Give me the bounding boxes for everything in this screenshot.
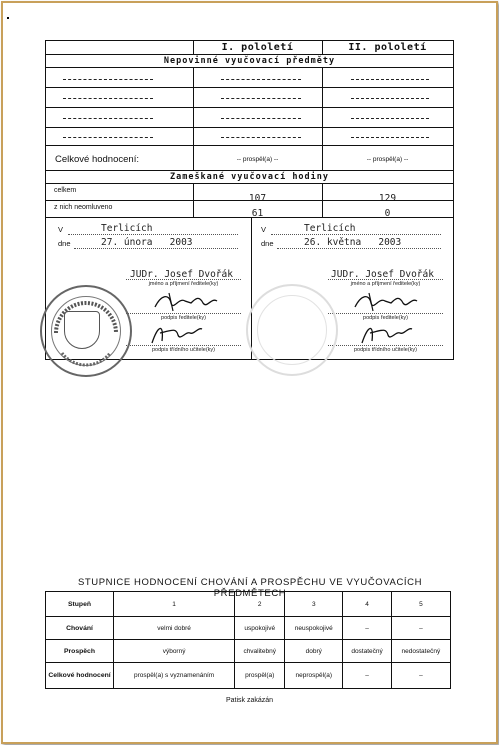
row-label-performance: Prospěch — [46, 640, 114, 663]
director-signature-right — [351, 289, 421, 315]
date-label-left: dne — [58, 239, 71, 248]
scale-cell: nedostatečný — [391, 640, 450, 663]
place-label-right: V — [261, 225, 267, 234]
grade-number: 4 — [343, 592, 391, 617]
date-label-right: dne — [261, 239, 274, 248]
absence-total-1: 107 — [248, 193, 267, 204]
scale-cell: – — [391, 617, 450, 640]
overall-grade-2: -- prospěl(a) -- — [366, 156, 409, 163]
director-caption-right: podpis ředitele(ky) — [363, 315, 408, 321]
subject-blank — [63, 118, 153, 119]
scale-cell: neuspokojivé — [285, 617, 343, 640]
overall-label: Celkové hodnocení: — [55, 154, 139, 165]
grading-scale-title: STUPNICE HODNOCENÍ CHOVÁNÍ A PROSPĚCHU VE VYUČOVACÍCH PŘEDMĚTECH — [77, 577, 423, 599]
semester-1-header: I. pololetí — [221, 42, 294, 53]
absence-title: Zameškané vyučovací hodiny — [169, 172, 330, 182]
row-label-behavior: Chování — [46, 617, 114, 640]
director-name-left: JUDr. Josef Dvořák — [130, 269, 233, 280]
subject-blank — [63, 137, 153, 138]
absence-total-label: celkem — [54, 187, 77, 194]
name-caption-right: jméno a příjmení ředitele(ky) — [350, 281, 421, 287]
scale-cell: prospěl(a) — [235, 663, 285, 689]
place-label-left: V — [58, 225, 64, 234]
overall-grade-1: -- prospěl(a) -- — [236, 156, 279, 163]
grade-number: 5 — [391, 592, 450, 617]
grade-number: 2 — [235, 592, 285, 617]
col-divider — [322, 67, 323, 170]
place-left: Terlicích — [101, 223, 153, 234]
scale-cell: chvalitebný — [235, 640, 285, 663]
school-stamp-left — [40, 285, 132, 377]
date-right: 26. května 2003 — [304, 237, 402, 248]
absence-unexcused-1: 61 — [251, 208, 264, 219]
teacher-caption-right: podpis třídního učitele(ky) — [354, 347, 417, 353]
teacher-caption-left: podpis třídního učitele(ky) — [152, 347, 215, 353]
school-stamp-right — [246, 284, 338, 376]
teacher-signature-right — [356, 321, 416, 347]
director-caption-left: podpis ředitele(ky) — [161, 315, 206, 321]
absence-total-2: 129 — [378, 193, 397, 204]
scale-cell: prospěl(a) s vyznamenáním — [114, 663, 235, 689]
scale-cell: uspokojivé — [235, 617, 285, 640]
director-signature-left — [151, 289, 221, 315]
teacher-signature-left — [146, 321, 206, 347]
scale-cell: výborný — [114, 640, 235, 663]
scale-cell: dostatečný — [343, 640, 391, 663]
optional-subjects-title: Nepovinné vyučovací předměty — [163, 56, 336, 66]
place-right: Terlicích — [304, 223, 356, 234]
scale-cell: velmi dobré — [114, 617, 235, 640]
scale-cell: – — [391, 663, 450, 689]
semester-2-header: II. pololetí — [348, 42, 427, 53]
scale-cell: – — [343, 663, 391, 689]
col-divider — [193, 67, 194, 170]
footer-note: Patisk zakázán — [225, 697, 274, 704]
scale-cell: dobrý — [285, 640, 343, 663]
scale-cell: neprospěl(a) — [285, 663, 343, 689]
name-caption-left: jméno a příjmení ředitele(ky) — [148, 281, 219, 287]
row-label-overall: Celkové hodnocení — [46, 663, 114, 689]
date-left: 27. února 2003 — [101, 237, 193, 248]
scan-speck — [7, 17, 9, 19]
grade-header-label: Stupeň — [46, 592, 114, 617]
grade-number: 1 — [114, 592, 235, 617]
subject-blank — [63, 98, 153, 99]
grading-scale-table — [45, 591, 451, 689]
absence-unexcused-2: 0 — [384, 208, 391, 219]
absence-unexcused-label: z nich neomluveno — [54, 204, 113, 211]
grade-number: 3 — [285, 592, 343, 617]
subject-blank — [63, 79, 153, 80]
director-name-right: JUDr. Josef Dvořák — [331, 269, 434, 280]
scale-cell: – — [343, 617, 391, 640]
